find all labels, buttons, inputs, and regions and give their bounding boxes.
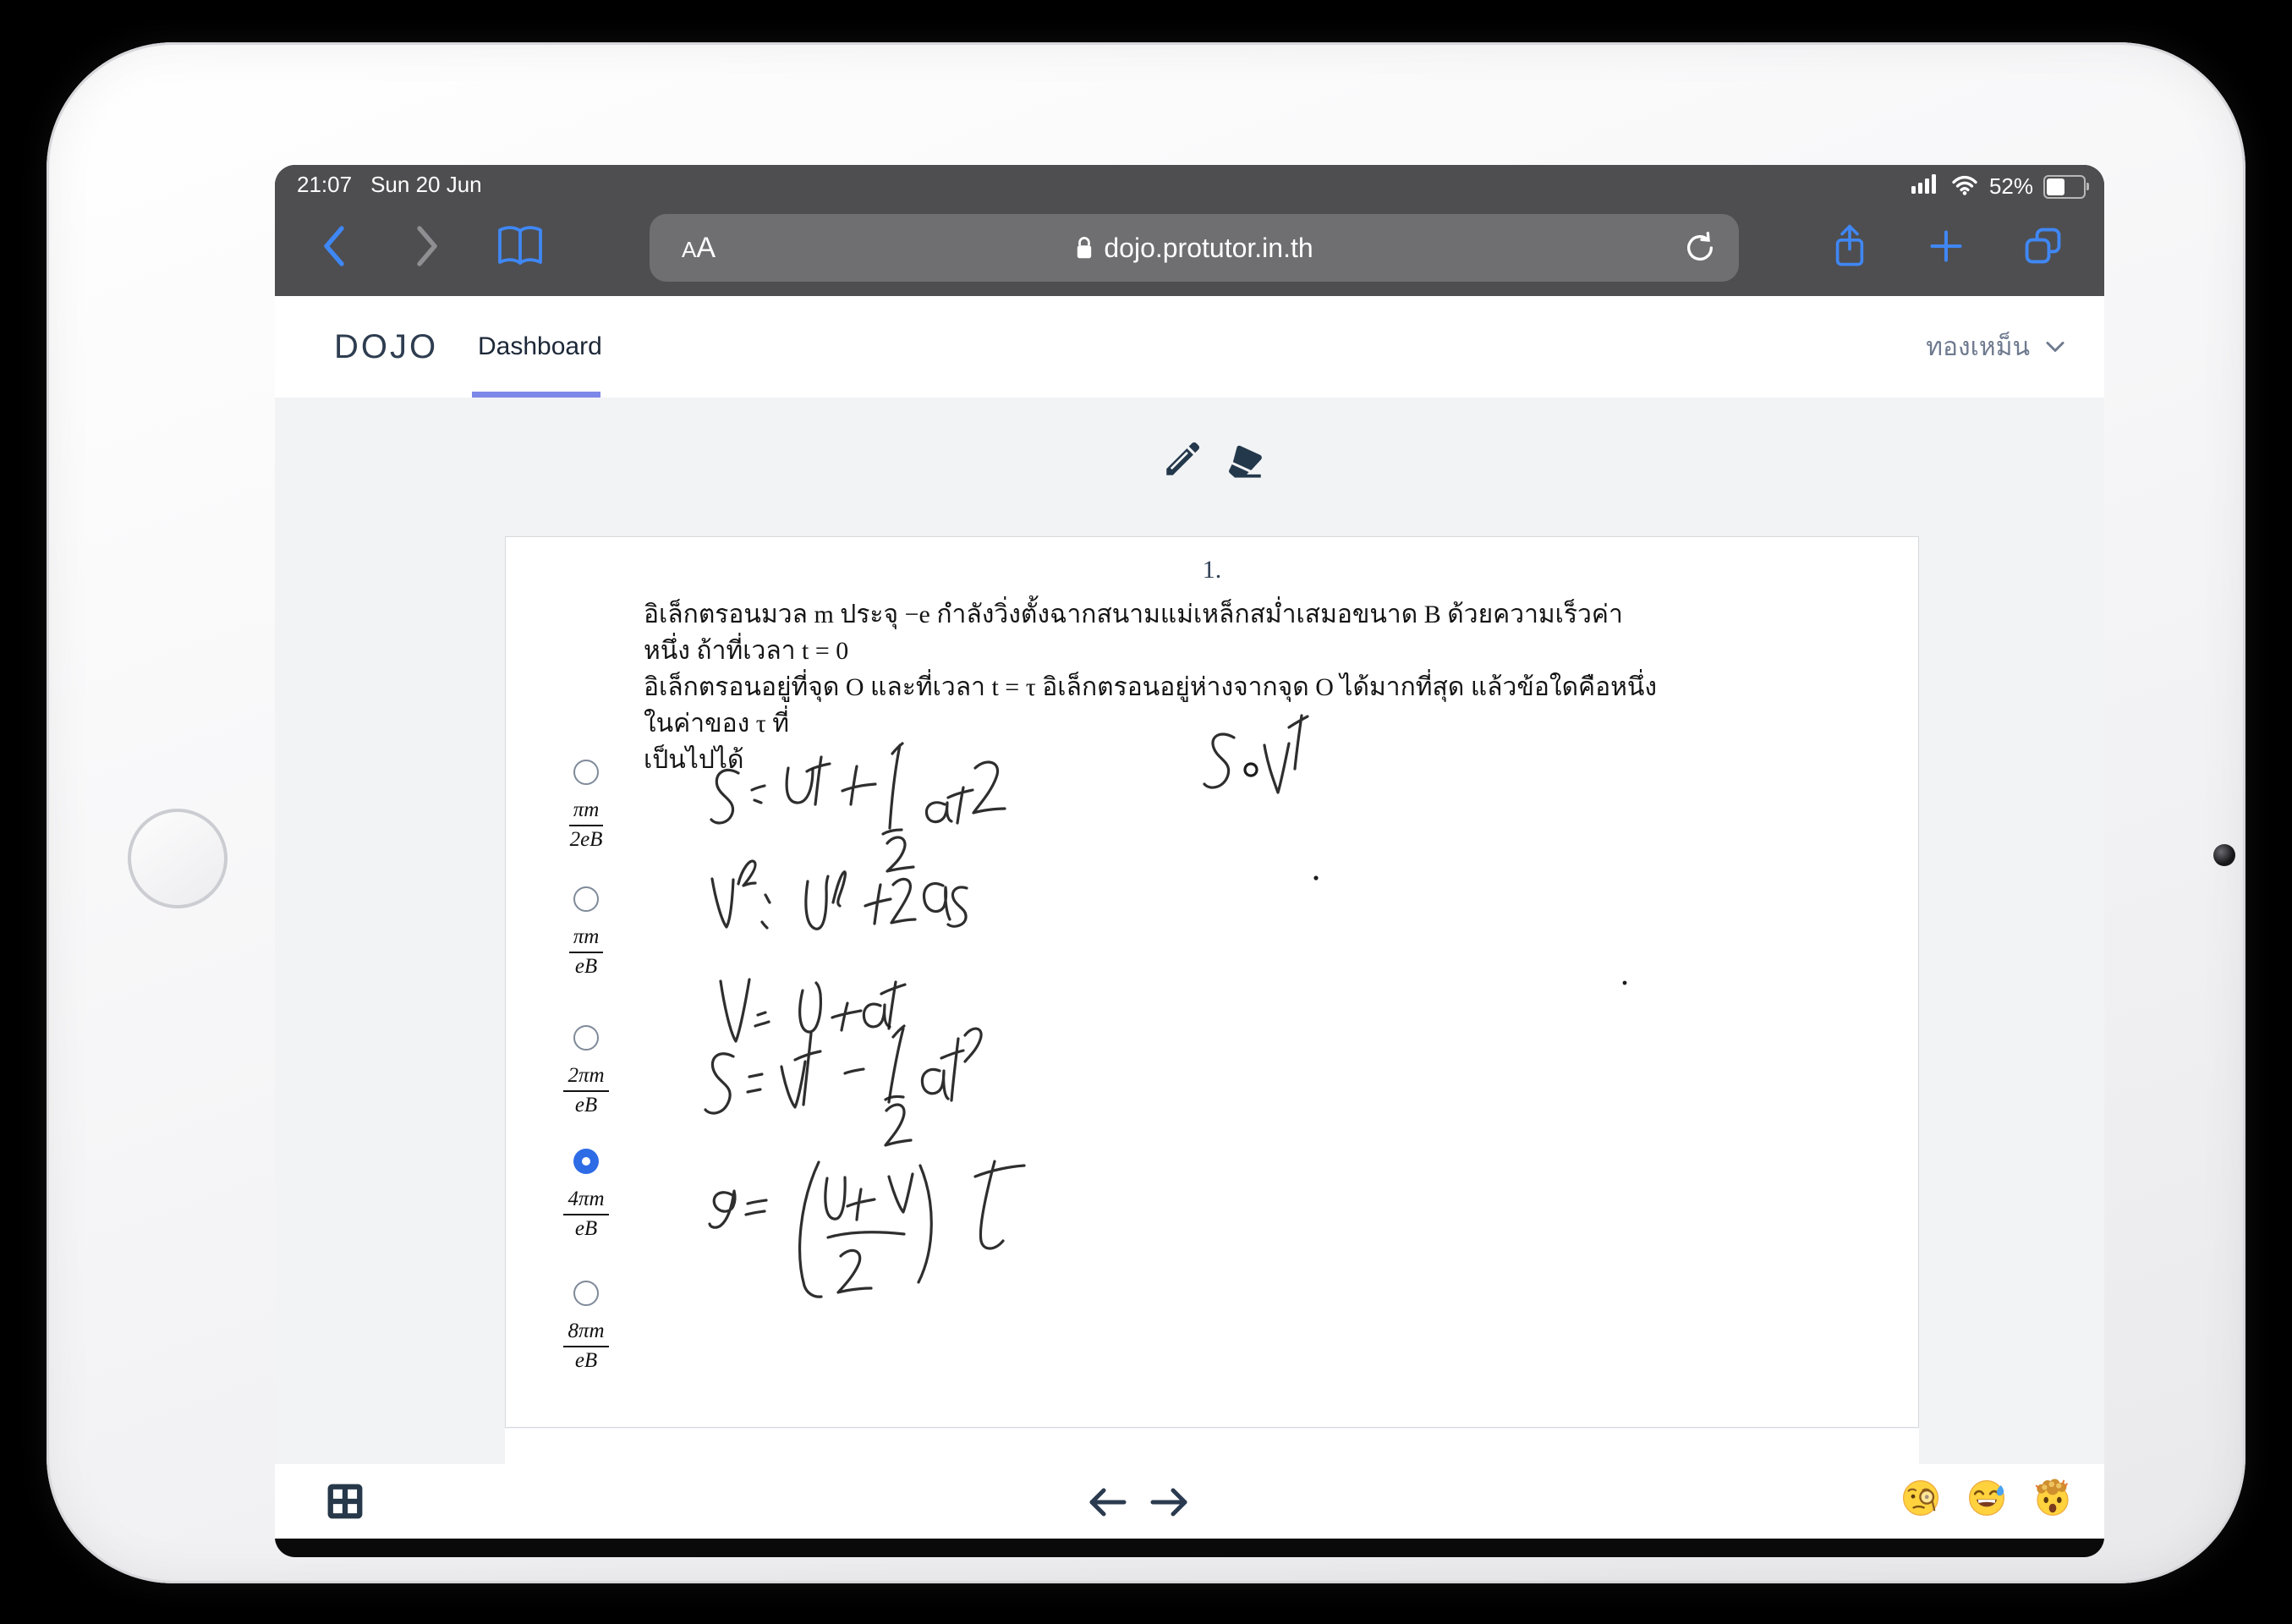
fraction-numerator: 2πm (563, 1064, 608, 1092)
screen-bottom-edge (275, 1539, 2104, 1557)
status-bar-right (1911, 173, 2086, 200)
tabs-button[interactable] (2015, 204, 2071, 288)
forward-button[interactable] (402, 204, 452, 288)
radio-unselected[interactable] (573, 1025, 599, 1051)
question-line: อิเล็กตรอนมวล m ประจุ −e กำลังวิ่งตั้งฉากสนามแม่เหล็กสม่ำเสมอขนาด B ด้วยความเร็วค่าหนึ่ง ถ้าที่เวลา t = 0 (644, 601, 1623, 665)
question-grid-button[interactable] (326, 1482, 365, 1525)
web-page (275, 296, 2104, 1557)
screen (275, 165, 2104, 1557)
question-line: เป็นไปได้ (644, 746, 744, 774)
wifi-icon (1950, 173, 1979, 200)
fraction-denominator: eB (574, 1093, 598, 1116)
site-logo: DOJO (334, 327, 439, 365)
next-question-button[interactable] (1148, 1486, 1192, 1522)
date: Sun 20 Jun (370, 172, 482, 197)
fraction-denominator: eB (574, 954, 598, 978)
option-fraction (563, 1320, 608, 1374)
radio-unselected[interactable] (573, 886, 599, 912)
monocle-emoji-button[interactable] (1900, 1478, 1941, 1518)
chevron-right-icon (419, 228, 435, 264)
fraction-denominator: 2eB (569, 827, 603, 851)
chevron-down-icon (2045, 340, 2065, 354)
reload-button[interactable] (1683, 231, 1717, 269)
ipad-body (47, 42, 2245, 1583)
new-tab-button[interactable] (1921, 204, 1971, 288)
answer-option-2[interactable] (540, 886, 633, 979)
option-fraction (569, 925, 604, 979)
option-fraction (569, 798, 604, 853)
sweat-smile-emoji-button[interactable] (1966, 1478, 2007, 1518)
share-button[interactable] (1823, 204, 1877, 288)
battery-icon (2043, 175, 2086, 199)
tabs-icon (2023, 226, 2064, 266)
safari-toolbar (275, 204, 2104, 293)
question-text (644, 596, 1667, 778)
previous-question-button[interactable] (1085, 1486, 1129, 1522)
pencil-tool-button[interactable] (1161, 438, 1204, 485)
share-icon (1831, 223, 1868, 269)
url-display (650, 233, 1739, 264)
fraction-denominator: eB (574, 1216, 598, 1240)
address-bar[interactable] (650, 214, 1739, 282)
fraction-numerator: πm (569, 925, 604, 953)
exploding-head-icon (2032, 1478, 2073, 1518)
face-with-monocle-icon (1900, 1478, 1941, 1518)
quiz-footer-bar (275, 1464, 2104, 1539)
fraction-denominator: eB (574, 1348, 598, 1372)
option-fraction (563, 1064, 608, 1118)
question-line: อิเล็กตรอนอยู่ที่จุด O และที่เวลา t = τ อิเล็กตรอนอยู่ห่างจากจุด O ได้มากที่สุด แล้วข้อใดคือหนึ่งในค่าของ τ ที่ (644, 673, 1658, 738)
fraction-numerator: 4πm (563, 1188, 608, 1215)
book-icon (496, 224, 544, 268)
next-card-edge (505, 1429, 1919, 1466)
fraction-numerator: 8πm (563, 1320, 608, 1347)
reload-icon (1683, 231, 1717, 265)
site-header (275, 296, 2104, 398)
front-camera (2213, 844, 2235, 866)
cellular-signal-icon (1911, 173, 1940, 200)
question-number: 1. (1202, 556, 1222, 584)
chevron-left-icon (326, 228, 342, 264)
radio-unselected[interactable] (573, 760, 599, 785)
user-name: ทองเหม็น (1926, 332, 2030, 361)
safari-chrome (275, 165, 2104, 296)
answer-option-5[interactable] (540, 1281, 633, 1374)
answer-option-3[interactable] (540, 1025, 633, 1118)
pencil-icon (1161, 438, 1204, 480)
eraser-tool-button[interactable] (1224, 442, 1266, 485)
fraction-numerator: πm (569, 798, 604, 826)
arrow-left-icon (1085, 1486, 1129, 1518)
user-menu[interactable] (1926, 296, 2065, 398)
grid-icon (326, 1482, 365, 1521)
arrow-right-icon (1148, 1486, 1192, 1518)
active-tab-underline (472, 392, 600, 398)
grinning-sweat-icon (1966, 1478, 2007, 1518)
back-button[interactable] (309, 204, 359, 288)
question-card (505, 536, 1919, 1428)
answer-option-1[interactable] (540, 760, 633, 853)
status-bar-left (297, 172, 482, 198)
battery-percent: 52% (1988, 173, 2033, 199)
option-fraction (563, 1188, 608, 1242)
exploding-head-emoji-button[interactable] (2032, 1478, 2073, 1518)
url-text: dojo.protutor.in.th (1104, 232, 1313, 263)
reader-button[interactable]: AA (682, 231, 716, 264)
radio-unselected[interactable] (573, 1281, 599, 1306)
home-button[interactable] (128, 809, 228, 908)
tab-dashboard[interactable]: Dashboard (478, 332, 602, 360)
lock-icon (1075, 235, 1094, 261)
answer-option-4[interactable] (540, 1149, 633, 1242)
plus-icon (1927, 228, 1965, 265)
question-area (275, 398, 2104, 1464)
radio-selected[interactable] (573, 1149, 599, 1174)
eraser-icon (1224, 442, 1266, 480)
bookmarks-button[interactable] (491, 204, 550, 288)
clock: 21:07 (297, 172, 353, 197)
